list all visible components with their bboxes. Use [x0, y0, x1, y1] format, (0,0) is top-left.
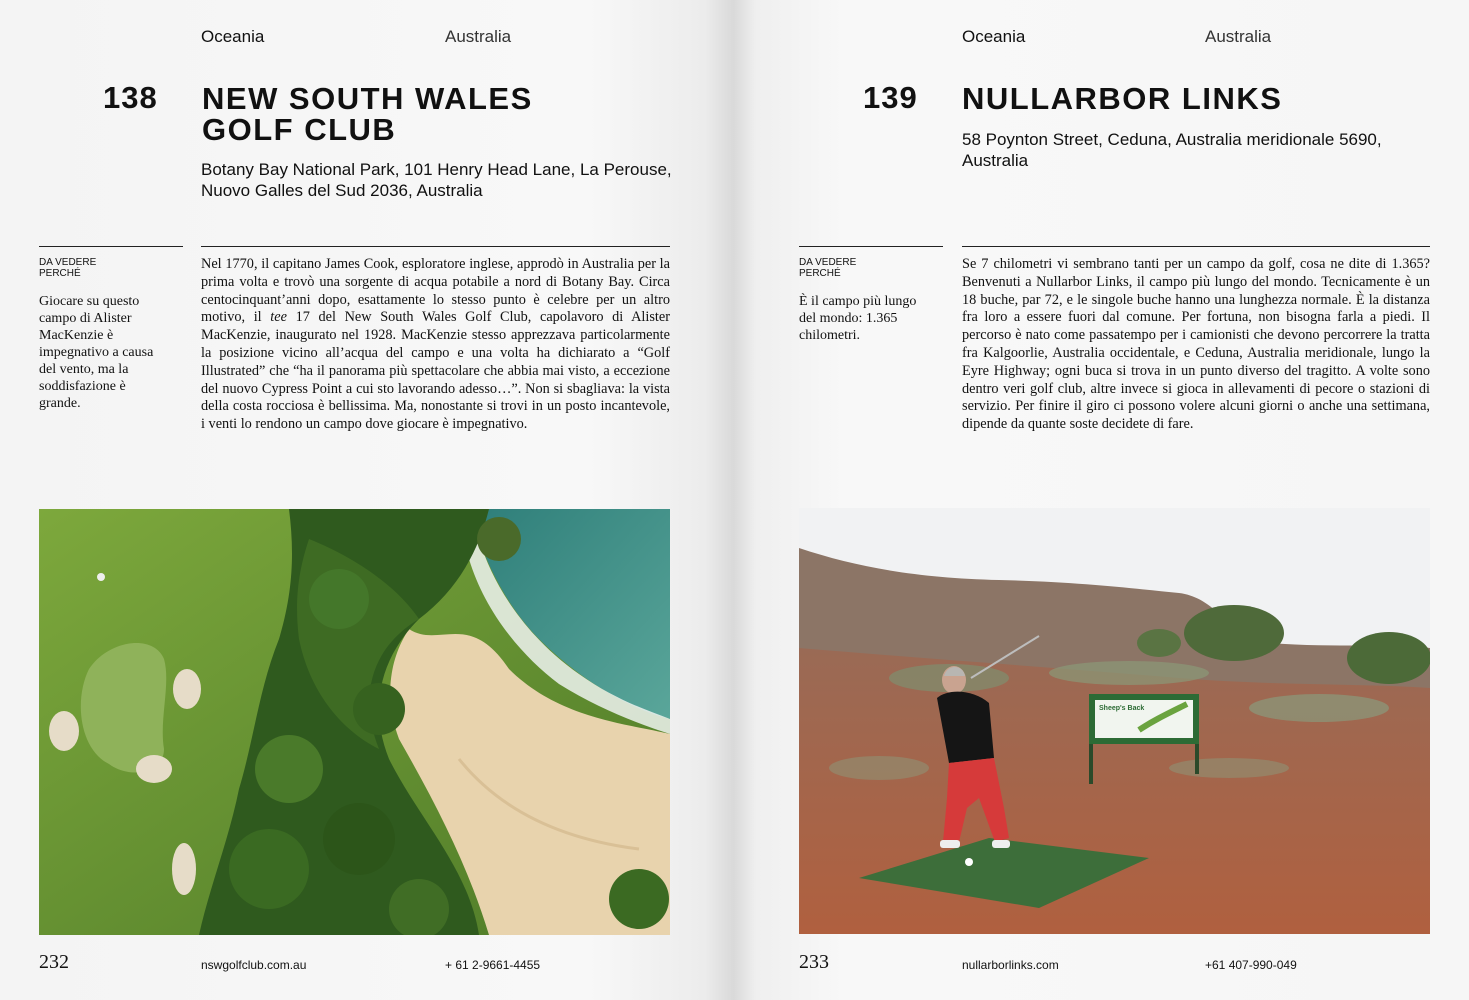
entry-address — [962, 129, 1382, 171]
country-header: Australia — [1205, 27, 1272, 46]
sign-text: Sheep's Back — [1099, 705, 1145, 712]
body-text-part1: Nel 1770, il capitano James Cook, esploratore inglese, approdò in Australia per la prima volta e trovò una sorgente di acqua potabile a nord di Botany Bay. Circa centocinquant’anni dopo, esattamente lo stesso punto è celebre per un altro motivo, il — [201, 256, 670, 326]
page-number: 232 — [39, 951, 69, 973]
why-text: È il campo più lungo del mondo: 1.365 chilometri. — [799, 294, 917, 343]
website-link[interactable]: nswgolfclub.com.au — [201, 958, 307, 972]
entry-number: 139 — [863, 80, 918, 115]
entry-number: 138 — [103, 80, 158, 115]
entry-title-line1: NULLARBOR LINKS — [962, 81, 1283, 116]
outback-photo-svg — [799, 508, 1430, 934]
entry-address — [201, 159, 672, 201]
phone-number: + 61 2-9661-4455 — [445, 958, 541, 972]
entry-address-line2: Australia — [962, 151, 1029, 170]
region-header: Oceania — [201, 27, 265, 46]
aerial-golf-course-photo — [39, 509, 670, 935]
aerial-photo-svg — [39, 509, 670, 935]
phone-number: +61 407-990-049 — [1205, 958, 1297, 972]
entry-address-line1: 58 Poynton Street, Ceduna, Australia meridionale 5690, — [962, 130, 1382, 149]
body-rule — [962, 246, 1430, 247]
why-text: Giocare su questo campo di Alister MacKenzie è impegnativo a causa del vento, ma la soddisfazione è grande. — [39, 294, 154, 411]
sidebar-rule — [799, 246, 943, 247]
why-label-line1: DA VEDERE — [39, 257, 97, 268]
entry-title-line2: GOLF CLUB — [202, 112, 397, 147]
why-label-line1: DA VEDERE — [799, 257, 857, 268]
entry-address-line2: Nuovo Galles del Sud 2036, Australia — [201, 181, 483, 200]
left-page — [0, 0, 734, 1000]
body-rule — [201, 246, 670, 247]
why-label-line2: PERCHÉ — [39, 268, 81, 279]
why-label-line2: PERCHÉ — [799, 268, 841, 279]
entry-title-line1: NEW SOUTH WALES — [202, 81, 533, 116]
entry-title — [202, 83, 533, 145]
why-label — [799, 257, 856, 279]
outback-golfer-photo — [799, 508, 1430, 934]
page-number: 233 — [799, 951, 829, 973]
right-page — [734, 0, 1469, 1000]
region-header: Oceania — [962, 27, 1026, 46]
entry-title — [962, 83, 1282, 114]
body-text-part2: 17 del New South Wales Golf Club, capolavoro di Alister MacKenzie, inaugurato nel 1928. MacKenzie stesso apprezzava particolarmente la posizione vicino all’acqua del campo e una volta ha dichiarato a “Golf Illustrated” che “ha il panorama più spettacolare che abbia mai visto, a eccezione del nuovo Cypress Point a cui sto lavorando adesso…”. Non si sbagliava: la vista della costa rocciosa è bellissima. Ma, nonostante si trovi in un posto incantevole, i venti lo rendono un campo dove giocare è impegnativo. — [201, 309, 670, 433]
body-text-italic: tee — [270, 309, 287, 326]
entry-address-line1: Botany Bay National Park, 101 Henry Head Lane, La Perouse, — [201, 160, 672, 179]
sidebar-rule — [39, 246, 183, 247]
website-link[interactable]: nullarborlinks.com — [962, 958, 1059, 972]
body-text: Se 7 chilometri vi sembrano tanti per un campo da golf, cosa ne dite di 1.365? Benvenuti a Nullarbor Links, il campo più lungo del mondo. Tecnicamente è un 18 buche, par 72, e le singole buche hanno una lunghezza normale. È la distanza fra loro a essere fuori dal comune. Per fortuna, non bisogna farla a piedi. Il percorso è nato come passatempo per i camionisti che devono percorrere la tratta fra Kalgoorlie, Australia occidentale, e Ceduna, Australia meridionale, lungo la Eyre Highway; ogni buca si trova in un punto diverso del tragitto. A volte sono dentro veri golf club, altre invece si gioca in allevamenti di pecore o stazioni di servizio. Per finire il giro ci possono volere alcuni giorni o anche una settimana, dipende da quante soste decidete di fare. — [962, 256, 1430, 433]
body-text — [201, 256, 670, 434]
country-header: Australia — [445, 27, 512, 46]
why-label — [39, 257, 96, 279]
